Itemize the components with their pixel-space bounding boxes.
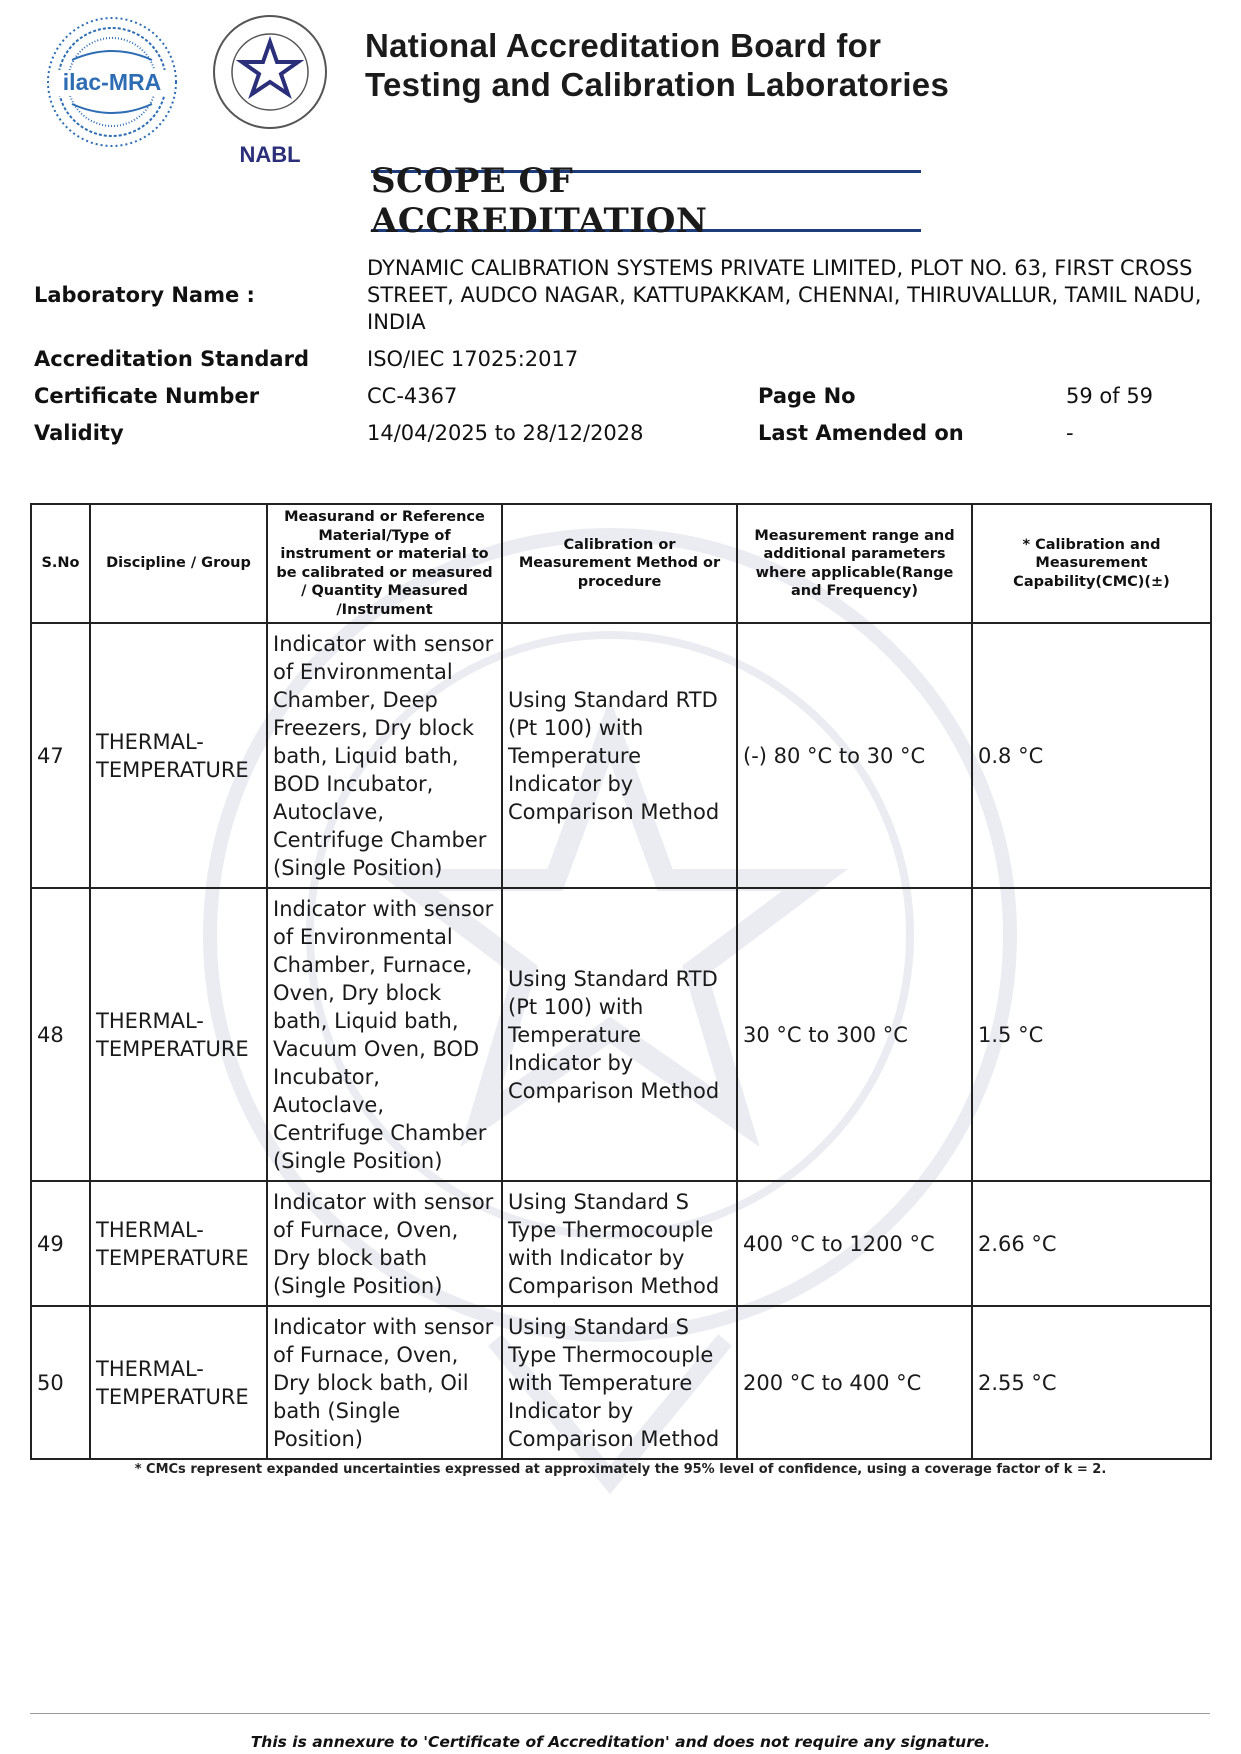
cell-discipline: THERMAL-TEMPERATURE [90,1181,267,1306]
scope-table [30,503,1212,1460]
cell-measurand: Indicator with sensor of Environmental Chamber, Furnace, Oven, Dry block bath, Liquid bath, Vacuum Oven, BOD Incubator, Autoclave, Centrifuge Chamber (Single Position) [267,888,502,1181]
table-row [31,1181,1211,1306]
cell-method: Using Standard RTD (Pt 100) with Temperature Indicator by Comparison Method [502,888,737,1181]
nabl-logo [210,12,330,172]
table-row [31,888,1211,1181]
cell-method: Using Standard S Type Thermocouple with Temperature Indicator by Comparison Method [502,1306,737,1459]
header-cmc: * Calibration and Measurement Capability(CMC)(±) [972,504,1211,623]
header-discipline: Discipline / Group [90,504,267,623]
cell-range: 30 °C to 300 °C [737,888,972,1181]
organization-title-line-2: Testing and Calibration Laboratories [365,66,950,103]
cell-discipline: THERMAL-TEMPERATURE [90,1306,267,1459]
organization-title-line-1: National Accreditation Board for [365,27,882,64]
table-row [31,623,1211,888]
header-range: Measurement range and additional parameters where applicable(Range and Frequency) [737,504,972,623]
page-no-value: 59 of 59 [1066,384,1154,408]
cell-discipline: THERMAL-TEMPERATURE [90,623,267,888]
lab-name-label: Laboratory Name : [34,283,255,307]
cell-sno: 48 [31,888,90,1181]
cell-range: (-) 80 °C to 30 °C [737,623,972,888]
cell-cmc: 1.5 °C [972,888,1211,1181]
organization-title [365,26,949,104]
footer-divider [30,1713,1210,1714]
cell-sno: 47 [31,623,90,888]
cmc-footnote: * CMCs represent expanded uncertainties expressed at approximately the 95% level of confidence, using a coverage factor of k = 2. [134,1462,1107,1477]
cell-cmc: 2.55 °C [972,1306,1211,1459]
cell-cmc: 2.66 °C [972,1181,1211,1306]
certificate-number-value: CC-4367 [367,384,458,408]
header-measurand: Measurand or Reference Material/Type of instrument or material to be calibrated or measured / Quantity Measured /Instrument [267,504,502,623]
validity-value: 14/04/2025 to 28/12/2028 [367,421,644,445]
cell-sno: 50 [31,1306,90,1459]
lab-name-value: DYNAMIC CALIBRATION SYSTEMS PRIVATE LIMITED, PLOT NO. 63, FIRST CROSS STREET, AUDCO NAGAR, KATTUPAKKAM, CHENNAI, THIRUVALLUR, TAMIL NADU, INDIA [367,256,1202,334]
ilac-mra-logo [42,12,182,152]
cell-discipline: THERMAL-TEMPERATURE [90,888,267,1181]
last-amended-label: Last Amended on [758,421,964,445]
standard-label: Accreditation Standard [34,347,309,371]
page-no-label: Page No [758,384,856,408]
ilac-logo-text: ilac-MRA [62,69,162,95]
cell-measurand: Indicator with sensor of Environmental Chamber, Deep Freezers, Dry block bath, Liquid bath, BOD Incubator, Autoclave, Centrifuge Chamber (Single Position) [267,623,502,888]
cell-cmc: 0.8 °C [972,623,1211,888]
cell-measurand: Indicator with sensor of Furnace, Oven, Dry block bath, Oil bath (Single Position) [267,1306,502,1459]
standard-value: ISO/IEC 17025:2017 [367,347,579,371]
cell-range: 200 °C to 400 °C [737,1306,972,1459]
table-row [31,1306,1211,1459]
cell-sno: 49 [31,1181,90,1306]
validity-label: Validity [34,421,124,445]
scope-title-box [371,161,921,241]
last-amended-value: - [1066,421,1074,445]
scope-title: SCOPE OF ACCREDITATION [371,161,708,241]
cell-range: 400 °C to 1200 °C [737,1181,972,1306]
cell-method: Using Standard S Type Thermocouple with Indicator by Comparison Method [502,1181,737,1306]
header-method: Calibration or Measurement Method or procedure [502,504,737,623]
table-header-row [31,504,1211,623]
cell-method: Using Standard RTD (Pt 100) with Temperature Indicator by Comparison Method [502,623,737,888]
cell-measurand: Indicator with sensor of Furnace, Oven, Dry block bath (Single Position) [267,1181,502,1306]
header-sno: S.No [31,504,90,623]
nabl-logo-text: NABL [239,142,301,167]
certificate-number-label: Certificate Number [34,384,260,408]
footer-text: This is annexure to 'Certificate of Accreditation' and does not require any signature. [250,1733,991,1751]
